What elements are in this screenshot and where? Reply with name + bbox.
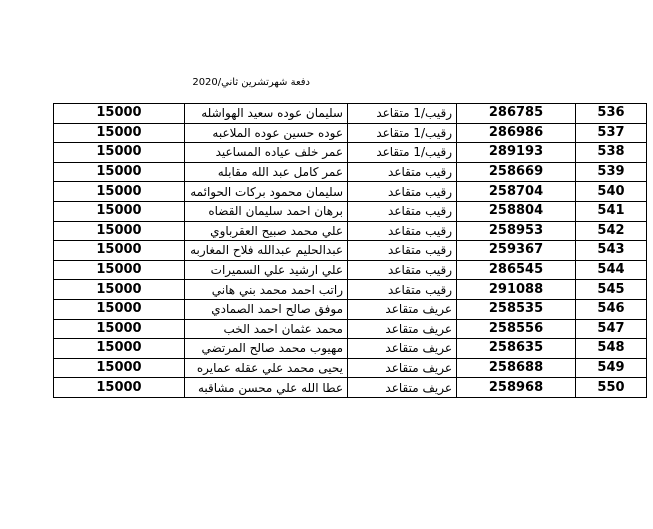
- table-row: [54, 221, 647, 241]
- rank-cell: رقيب متقاعد: [348, 162, 457, 182]
- sequence-cell: 541: [576, 201, 647, 221]
- military-number-cell: 258669: [457, 162, 576, 182]
- rank-cell: رقيب/1 متقاعد: [348, 123, 457, 143]
- amount-cell: 15000: [54, 280, 185, 300]
- payment-table: [53, 103, 647, 398]
- sequence-cell: 544: [576, 260, 647, 280]
- sequence-cell: 542: [576, 221, 647, 241]
- full-name-cell: علي ارشيد علي السميرات: [185, 260, 348, 280]
- rank-cell: عريف متقاعد: [348, 299, 457, 319]
- document-title: دفعة شهرتشرين ثاني/2020: [192, 77, 310, 88]
- rank-cell: رقيب/1 متقاعد: [348, 143, 457, 163]
- amount-cell: 15000: [54, 182, 185, 202]
- sequence-cell: 540: [576, 182, 647, 202]
- amount-cell: 15000: [54, 123, 185, 143]
- sequence-cell: 546: [576, 299, 647, 319]
- amount-cell: 15000: [54, 241, 185, 261]
- amount-cell: 15000: [54, 319, 185, 339]
- rank-cell: رقيب متقاعد: [348, 241, 457, 261]
- military-number-cell: 258953: [457, 221, 576, 241]
- table-row: [54, 143, 647, 163]
- full-name-cell: عوده حسين عوده الملاعبه: [185, 123, 348, 143]
- table-row: [54, 104, 647, 124]
- table-row: [54, 162, 647, 182]
- full-name-cell: علي محمد صبيح العقرباوي: [185, 221, 348, 241]
- full-name-cell: سليمان عوده سعيد الهواشله: [185, 104, 348, 124]
- sequence-cell: 536: [576, 104, 647, 124]
- full-name-cell: موفق صالح احمد الصمادي: [185, 299, 348, 319]
- rank-cell: رقيب متقاعد: [348, 182, 457, 202]
- rank-cell: رقيب متقاعد: [348, 221, 457, 241]
- sequence-cell: 539: [576, 162, 647, 182]
- military-number-cell: 259367: [457, 241, 576, 261]
- military-number-cell: 258804: [457, 201, 576, 221]
- full-name-cell: عطا الله علي محسن مشاقبه: [185, 378, 348, 398]
- table-row: [54, 201, 647, 221]
- table-row: [54, 319, 647, 339]
- military-number-cell: 258688: [457, 358, 576, 378]
- military-number-cell: 258968: [457, 378, 576, 398]
- rank-cell: عريف متقاعد: [348, 358, 457, 378]
- amount-cell: 15000: [54, 378, 185, 398]
- rank-cell: عريف متقاعد: [348, 378, 457, 398]
- sequence-cell: 549: [576, 358, 647, 378]
- table-row: [54, 358, 647, 378]
- military-number-cell: 289193: [457, 143, 576, 163]
- full-name-cell: يحيى محمد علي عقله عمايره: [185, 358, 348, 378]
- military-number-cell: 286545: [457, 260, 576, 280]
- amount-cell: 15000: [54, 143, 185, 163]
- military-number-cell: 286986: [457, 123, 576, 143]
- amount-cell: 15000: [54, 358, 185, 378]
- table-row: [54, 280, 647, 300]
- amount-cell: 15000: [54, 221, 185, 241]
- amount-cell: 15000: [54, 201, 185, 221]
- table-row: [54, 339, 647, 359]
- military-number-cell: 286785: [457, 104, 576, 124]
- rank-cell: رقيب متقاعد: [348, 280, 457, 300]
- full-name-cell: عمر كامل عبد الله مقابله: [185, 162, 348, 182]
- rank-cell: رقيب متقاعد: [348, 201, 457, 221]
- table-row: [54, 378, 647, 398]
- payment-table-body: [54, 104, 647, 398]
- sequence-cell: 545: [576, 280, 647, 300]
- full-name-cell: راتب احمد محمد بني هاني: [185, 280, 348, 300]
- military-number-cell: 258556: [457, 319, 576, 339]
- full-name-cell: برهان احمد سليمان القضاه: [185, 201, 348, 221]
- military-number-cell: 258704: [457, 182, 576, 202]
- military-number-cell: 291088: [457, 280, 576, 300]
- rank-cell: رقيب متقاعد: [348, 260, 457, 280]
- sequence-cell: 550: [576, 378, 647, 398]
- table-row: [54, 241, 647, 261]
- rank-cell: عريف متقاعد: [348, 319, 457, 339]
- sequence-cell: 537: [576, 123, 647, 143]
- amount-cell: 15000: [54, 104, 185, 124]
- sequence-cell: 548: [576, 339, 647, 359]
- full-name-cell: مهيوب محمد صالح المرتضي: [185, 339, 348, 359]
- table-row: [54, 260, 647, 280]
- rank-cell: عريف متقاعد: [348, 339, 457, 359]
- amount-cell: 15000: [54, 299, 185, 319]
- amount-cell: 15000: [54, 339, 185, 359]
- sequence-cell: 538: [576, 143, 647, 163]
- full-name-cell: محمد عثمان احمد الخب: [185, 319, 348, 339]
- sequence-cell: 547: [576, 319, 647, 339]
- full-name-cell: سليمان محمود بركات الحوائمه: [185, 182, 348, 202]
- table-row: [54, 123, 647, 143]
- sequence-cell: 543: [576, 241, 647, 261]
- full-name-cell: عمر خلف عياده المساعيد: [185, 143, 348, 163]
- military-number-cell: 258635: [457, 339, 576, 359]
- rank-cell: رقيب/1 متقاعد: [348, 104, 457, 124]
- table-row: [54, 182, 647, 202]
- full-name-cell: عبدالحليم عبدالله فلاح المغاربه: [185, 241, 348, 261]
- amount-cell: 15000: [54, 162, 185, 182]
- military-number-cell: 258535: [457, 299, 576, 319]
- amount-cell: 15000: [54, 260, 185, 280]
- table-row: [54, 299, 647, 319]
